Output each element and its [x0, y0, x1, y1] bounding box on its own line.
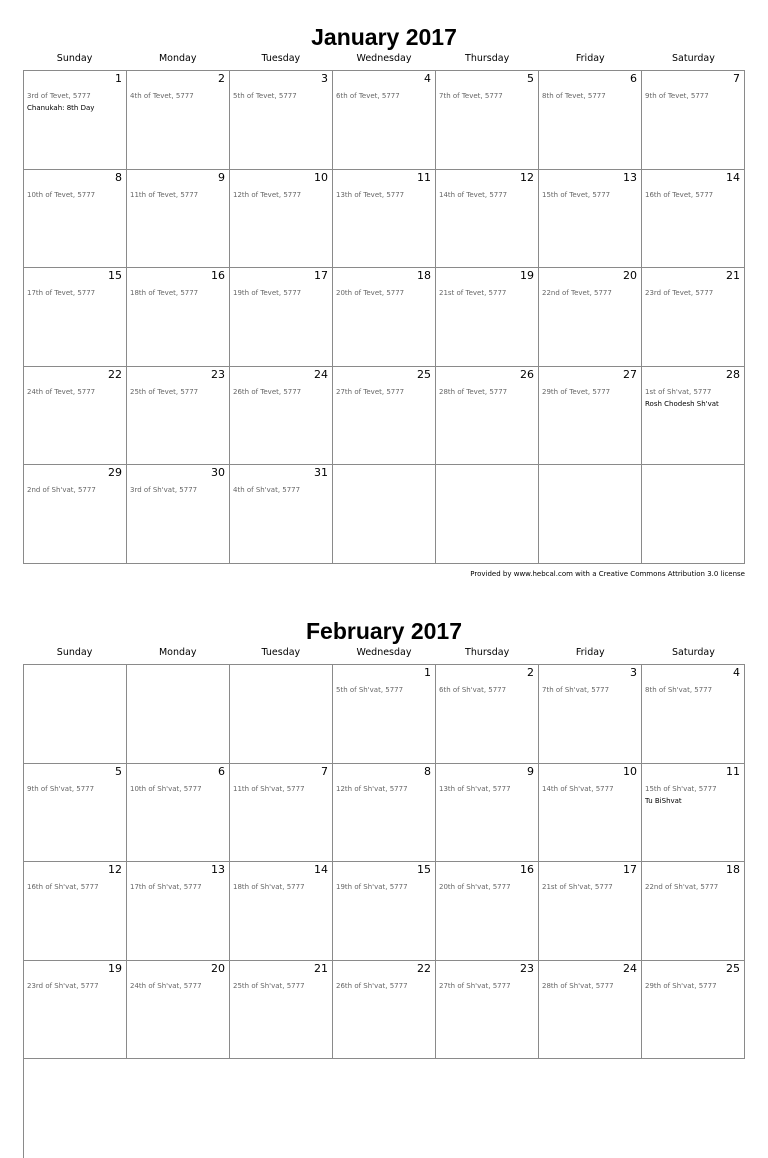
day-number: 22 [108, 367, 122, 381]
hebrew-date: 21st of Tevet, 5777 [439, 289, 507, 297]
empty-day-cell [436, 465, 539, 564]
hebrew-date: 20th of Sh'vat, 5777 [439, 883, 511, 891]
day-cell [436, 764, 539, 863]
day-cell [642, 170, 745, 269]
day-cell [127, 170, 230, 269]
day-number: 3 [630, 666, 637, 679]
hebrew-date: 23rd of Tevet, 5777 [645, 289, 714, 297]
day-number: 1 [424, 666, 431, 679]
hebrew-date: 3rd of Tevet, 5777 [27, 92, 91, 100]
hebrew-date: 19th of Sh'vat, 5777 [336, 883, 408, 891]
day-number: 20 [623, 269, 637, 282]
day-cell [539, 367, 642, 466]
hebrew-date: 12th of Tevet, 5777 [233, 190, 302, 199]
hebrew-date: 7th of Tevet, 5777 [439, 92, 503, 100]
day-number: 4 [424, 72, 431, 85]
hebrew-date: 24th of Tevet, 5777 [27, 387, 96, 396]
day-cell [333, 170, 436, 269]
day-number: 13 [623, 170, 637, 184]
hebrew-date: 3rd of Sh'vat, 5777 [130, 486, 198, 494]
hebrew-date: 8th of Sh'vat, 5777 [645, 686, 713, 694]
hebrew-date: 25th of Sh'vat, 5777 [233, 981, 305, 990]
weekday-label: Saturday [672, 53, 715, 64]
day-cell [127, 764, 230, 863]
day-number: 20 [211, 961, 225, 975]
day-number: 14 [726, 170, 740, 184]
day-number: 9 [218, 170, 225, 184]
weekday-label: Wednesday [356, 647, 412, 658]
day-number: 1 [115, 72, 122, 85]
day-cell [642, 71, 745, 170]
day-number: 25 [726, 961, 740, 975]
weekday-label: Sunday [56, 647, 93, 658]
day-cell [127, 268, 230, 367]
day-number: 12 [520, 170, 534, 184]
day-cell [230, 367, 333, 466]
weekday-label: Thursday [465, 647, 510, 658]
hebrew-date: 26th of Tevet, 5777 [233, 387, 302, 396]
day-cell [642, 961, 745, 1060]
day-number: 17 [314, 269, 328, 282]
hebrew-date: 15th of Tevet, 5777 [542, 190, 611, 199]
day-cell [333, 862, 436, 961]
weekday-label: Monday [158, 647, 197, 658]
hebrew-date: 18th of Tevet, 5777 [130, 289, 199, 297]
hebrew-date: 21st of Sh'vat, 5777 [542, 883, 613, 891]
hebrew-date: 5th of Tevet, 5777 [233, 92, 297, 100]
day-number: 10 [314, 170, 328, 184]
day-cell [333, 268, 436, 367]
holiday-event: Rosh Chodesh Sh'vat [645, 399, 719, 408]
day-cell [24, 268, 127, 367]
weekday-label: Friday [575, 53, 605, 64]
day-cell [333, 961, 436, 1060]
calendar-grid [23, 664, 745, 1158]
weekday-label: Monday [158, 53, 197, 64]
day-number: 16 [520, 863, 534, 876]
hebrew-date: 10th of Tevet, 5777 [27, 190, 96, 199]
weekday-label: Friday [575, 647, 605, 658]
hebrew-date: 15th of Sh'vat, 5777 [645, 784, 717, 793]
credit-line: Provided by www.hebcal.com with a Creative Commons Attribution 3.0 license [470, 569, 745, 578]
day-cell [127, 961, 230, 1060]
day-number: 19 [520, 269, 534, 282]
calendar-grid [23, 70, 745, 564]
day-number: 21 [314, 961, 328, 975]
hebrew-date: 28th of Sh'vat, 5777 [542, 981, 614, 990]
hebrew-date: 29th of Sh'vat, 5777 [645, 981, 717, 990]
day-number: 18 [726, 863, 740, 876]
empty-day-cell [24, 665, 127, 764]
hebrew-date: 9th of Tevet, 5777 [645, 92, 709, 100]
hebrew-date: 14th of Tevet, 5777 [439, 190, 508, 199]
day-cell [230, 170, 333, 269]
holiday-event: Tu BiShvat [645, 796, 682, 805]
day-number: 12 [108, 863, 122, 876]
hebrew-date: 8th of Tevet, 5777 [542, 92, 606, 100]
day-cell [539, 764, 642, 863]
day-cell [642, 665, 745, 764]
day-number: 22 [417, 961, 431, 975]
day-cell [230, 764, 333, 863]
day-number: 11 [726, 764, 740, 778]
day-number: 10 [623, 764, 637, 778]
day-number: 25 [417, 367, 431, 381]
month-february [23, 616, 745, 1158]
hebrew-date: 11th of Sh'vat, 5777 [233, 784, 305, 793]
hebrew-date: 9th of Sh'vat, 5777 [27, 784, 95, 793]
day-cell [436, 268, 539, 367]
day-number: 11 [417, 170, 431, 184]
hebrew-date: 13th of Sh'vat, 5777 [439, 784, 511, 793]
hebrew-date: 7th of Sh'vat, 5777 [542, 686, 610, 694]
day-cell [127, 71, 230, 170]
day-cell [642, 268, 745, 367]
day-number: 24 [623, 961, 637, 975]
hebrew-date: 6th of Tevet, 5777 [336, 92, 400, 100]
hebrew-date: 4th of Tevet, 5777 [130, 92, 194, 100]
day-cell [539, 961, 642, 1060]
day-cell [539, 862, 642, 961]
hebrew-date: 17th of Sh'vat, 5777 [130, 883, 202, 891]
hebrew-date: 1st of Sh'vat, 5777 [645, 387, 712, 396]
day-number: 6 [630, 72, 637, 85]
day-cell [24, 465, 127, 564]
hebrew-date: 24th of Sh'vat, 5777 [130, 981, 202, 990]
hebrew-date: 6th of Sh'vat, 5777 [439, 686, 507, 694]
day-number: 23 [211, 367, 225, 381]
day-number: 30 [211, 466, 225, 479]
day-cell [127, 367, 230, 466]
hebrew-date: 25th of Tevet, 5777 [130, 387, 199, 396]
hebrew-date: 22nd of Sh'vat, 5777 [645, 883, 719, 891]
holiday-event: Chanukah: 8th Day [27, 104, 95, 112]
day-cell [642, 367, 745, 466]
day-cell [436, 71, 539, 170]
day-number: 19 [108, 961, 122, 975]
month-title: January 2017 [311, 24, 457, 50]
day-number: 15 [417, 863, 431, 876]
hebrew-date: 4th of Sh'vat, 5777 [233, 486, 301, 494]
day-cell [539, 71, 642, 170]
day-cell [333, 367, 436, 466]
day-number: 3 [321, 72, 328, 85]
weekday-label: Tuesday [261, 647, 301, 658]
day-number: 5 [115, 764, 122, 778]
hebrew-date: 23rd of Sh'vat, 5777 [27, 981, 99, 990]
weekday-label: Tuesday [261, 53, 301, 64]
weekday-label: Wednesday [356, 53, 412, 64]
hebrew-date: 14th of Sh'vat, 5777 [542, 784, 614, 793]
day-number: 18 [417, 269, 431, 282]
month-january [23, 22, 745, 578]
day-number: 16 [211, 269, 225, 282]
day-cell [24, 367, 127, 466]
hebrew-date: 20th of Tevet, 5777 [336, 289, 405, 297]
day-cell [333, 665, 436, 764]
hebrew-date: 16th of Tevet, 5777 [645, 190, 714, 199]
day-number: 8 [424, 764, 431, 778]
day-cell [230, 465, 333, 564]
hebrew-date: 18th of Sh'vat, 5777 [233, 883, 305, 891]
day-cell [436, 367, 539, 466]
day-cell [24, 71, 127, 170]
weekday-label: Sunday [56, 53, 93, 64]
day-number: 28 [726, 367, 740, 381]
hebrew-date: 13th of Tevet, 5777 [336, 190, 405, 199]
day-number: 7 [321, 764, 328, 778]
hebrew-date: 27th of Sh'vat, 5777 [439, 981, 511, 990]
empty-day-cell [539, 465, 642, 564]
day-cell [24, 961, 127, 1060]
day-number: 15 [108, 269, 122, 282]
day-cell [539, 268, 642, 367]
day-cell [230, 862, 333, 961]
hebrew-date: 17th of Tevet, 5777 [27, 289, 96, 297]
weekday-header [23, 52, 745, 70]
hebrew-date: 11th of Tevet, 5777 [130, 190, 199, 199]
day-number: 24 [314, 367, 328, 381]
day-cell [642, 862, 745, 961]
day-number: 2 [527, 666, 534, 679]
month-title: February 2017 [306, 618, 462, 644]
hebrew-date: 5th of Sh'vat, 5777 [336, 686, 404, 694]
day-cell [24, 764, 127, 863]
day-cell [436, 665, 539, 764]
day-cell [539, 170, 642, 269]
hebrew-date: 2nd of Sh'vat, 5777 [27, 486, 96, 494]
day-cell [230, 71, 333, 170]
day-cell [539, 665, 642, 764]
empty-day-cell [230, 665, 333, 764]
day-number: 2 [218, 72, 225, 85]
day-number: 21 [726, 269, 740, 282]
day-cell [24, 862, 127, 961]
day-number: 9 [527, 764, 534, 778]
hebrew-date: 10th of Sh'vat, 5777 [130, 784, 202, 793]
day-cell [24, 170, 127, 269]
day-number: 6 [218, 764, 225, 778]
weekday-label: Saturday [672, 647, 715, 658]
day-cell [230, 268, 333, 367]
day-number: 31 [314, 466, 328, 479]
day-cell [333, 764, 436, 863]
day-cell [436, 862, 539, 961]
day-cell [436, 961, 539, 1060]
day-cell [127, 465, 230, 564]
hebrew-date: 27th of Tevet, 5777 [336, 387, 405, 396]
day-number: 7 [733, 72, 740, 85]
empty-day-cell [642, 465, 745, 564]
day-number: 5 [527, 72, 534, 85]
day-cell [642, 764, 745, 863]
day-cell [333, 71, 436, 170]
hebrew-date: 16th of Sh'vat, 5777 [27, 883, 99, 891]
day-number: 14 [314, 863, 328, 876]
empty-day-cell [127, 665, 230, 764]
day-number: 13 [211, 863, 225, 876]
weekday-label: Thursday [465, 53, 510, 64]
day-number: 8 [115, 170, 122, 184]
hebrew-date: 12th of Sh'vat, 5777 [336, 784, 408, 793]
day-number: 29 [108, 466, 122, 479]
day-number: 23 [520, 961, 534, 975]
day-cell [127, 862, 230, 961]
weekday-header [23, 646, 745, 664]
day-number: 27 [623, 367, 637, 381]
empty-day-cell [333, 465, 436, 564]
day-number: 17 [623, 863, 637, 876]
hebrew-date: 19th of Tevet, 5777 [233, 289, 302, 297]
day-number: 4 [733, 666, 740, 679]
hebrew-date: 22nd of Tevet, 5777 [542, 289, 612, 297]
hebrew-date: 29th of Tevet, 5777 [542, 387, 611, 396]
day-cell [436, 170, 539, 269]
hebrew-date: 26th of Sh'vat, 5777 [336, 981, 408, 990]
day-number: 26 [520, 367, 534, 381]
day-cell [230, 961, 333, 1060]
hebrew-date: 28th of Tevet, 5777 [439, 387, 508, 396]
